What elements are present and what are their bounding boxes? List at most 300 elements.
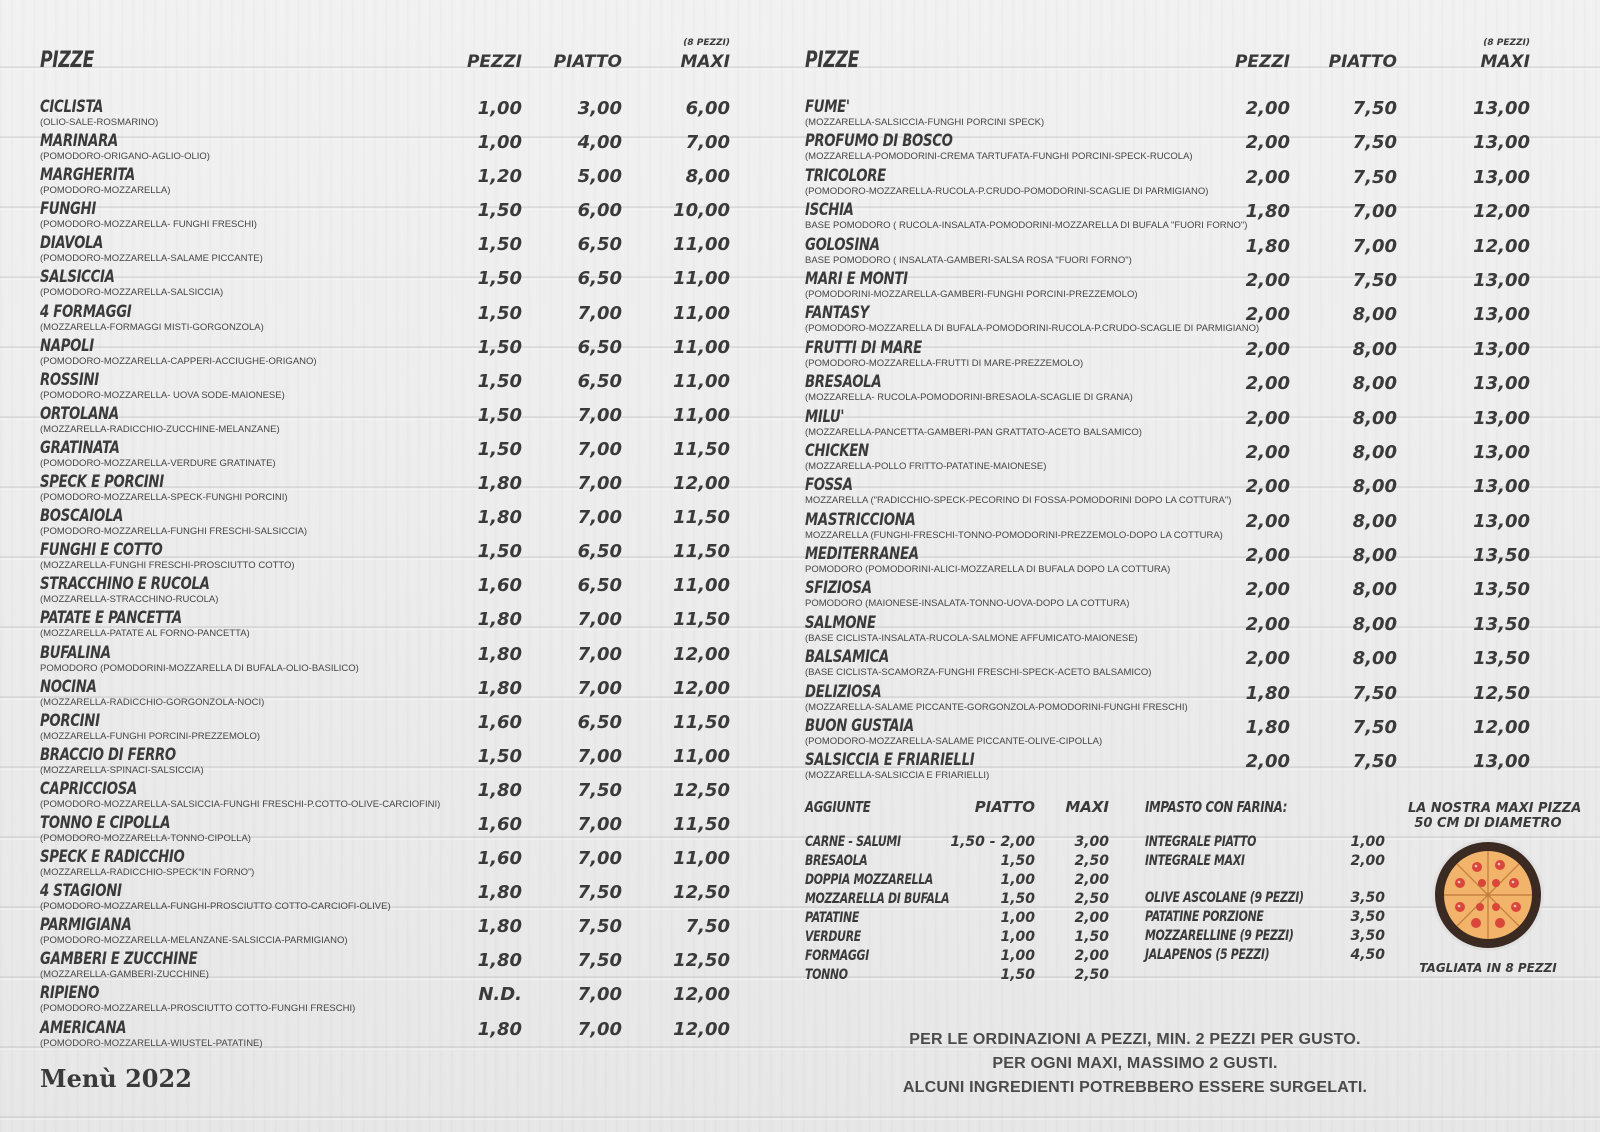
price-pezzi: 2,00 [1245, 476, 1290, 498]
addon-price-maxi: 2,00 [1074, 872, 1109, 888]
price-pezzi: 1,80 [1245, 235, 1290, 257]
price-maxi: 13,00 [1473, 373, 1530, 395]
price-pezzi: 2,00 [1245, 751, 1290, 773]
addon-name: MOZZARELLA DI BUFALA [805, 891, 950, 907]
pizza-row [40, 437, 730, 471]
column-header-piatto: PIATTO [1328, 52, 1397, 72]
pizza-ingredients: (OLIO-SALE-ROSMARINO) [40, 117, 159, 128]
pizza-ingredients: (MOZZARELLA-RADICCHIO-ZUCCHINE-MELANZANE) [40, 423, 280, 435]
pizza-name: BUON GUSTAIA [805, 716, 914, 737]
price-pezzi: 2,00 [1245, 166, 1290, 188]
pizza-ingredients: (POMODORO-MOZZARELLA-VERDURE GRATINATE) [40, 457, 276, 469]
price-maxi: 11,00 [673, 370, 730, 392]
price-maxi: 12,00 [673, 677, 730, 699]
price-maxi: 11,00 [673, 575, 730, 597]
price-piatto: 8,00 [1352, 510, 1397, 532]
pizza-row [805, 371, 1530, 405]
pizza-name: MARGHERITA [40, 165, 136, 186]
pizza-ingredients: (MOZZARELLA-RADICCHIO-GORGONZOLA-NOCI) [40, 696, 265, 708]
side-row [1145, 890, 1385, 909]
pizza-ingredients: (POMODORO-MOZZARELLA-SALAME PICCANTE-OLIVE-CIPOLLA) [805, 736, 1103, 748]
pizza-ingredients: (POMODORO-MOZZARELLA-SALAME PICCANTE) [40, 253, 263, 265]
pizza-ingredients: (POMODORO-MOZZARELLA-SPECK-FUNGHI PORCINI) [40, 492, 288, 504]
pizza-name: FOSSA [805, 475, 853, 496]
pizza-ingredients: (POMODORO-MOZZARELLA- FUNGHI FRESCHI) [40, 219, 257, 231]
price-pezzi: 2,00 [1245, 648, 1290, 670]
addon-price-maxi: 2,50 [1074, 967, 1109, 983]
price-maxi: 11,00 [673, 848, 730, 870]
side-name: JALAPENOS (5 PEZZI) [1145, 947, 1270, 963]
pizza-name: NOCINA [40, 676, 97, 697]
pizza-name: FANTASY [805, 303, 869, 324]
price-pezzi: 1,80 [477, 882, 522, 904]
pizza-row [40, 676, 730, 710]
pizza-row [805, 165, 1530, 199]
pizza-ingredients: POMODORO (MAIONESE-INSALATA-TONNO-UOVA-DOPO LA COTTURA) [805, 598, 1130, 610]
price-pezzi: 1,80 [477, 643, 522, 665]
price-maxi: 12,50 [673, 950, 730, 972]
side-price: 3,50 [1350, 928, 1385, 944]
addon-row [805, 872, 1125, 891]
addon-price-piatto: 1,50 [1000, 967, 1035, 983]
price-piatto: 6,50 [577, 234, 622, 256]
pizza-ingredients: (POMODORO-MOZZARELLA-FUNGHI FRESCHI-SALSICCIA) [40, 526, 308, 538]
price-piatto: 4,00 [577, 132, 622, 154]
pizza-name: CHICKEN [805, 440, 869, 461]
column-header-pezzi: PEZZI [1234, 52, 1290, 72]
pizza-ingredients: BASE POMODORO ( RUCOLA-INSALATA-POMODORINI-MOZZARELLA DI BUFALA "FUORI FORNO") [805, 220, 1248, 232]
column-header-piatto: PIATTO [553, 52, 622, 72]
pizza-ingredients: (MOZZARELLA-SALSICCIA-FUNGHI PORCINI SPECK) [805, 117, 1045, 128]
column-header-maxi: MAXI [1480, 52, 1530, 72]
price-pezzi: 2,00 [1245, 304, 1290, 326]
price-maxi: 13,00 [1473, 338, 1530, 360]
pizza-row [805, 577, 1530, 611]
price-pezzi: 1,60 [477, 813, 522, 835]
price-pezzi: 2,00 [1245, 269, 1290, 291]
column-note-maxi: (8 PEZZI) [1483, 38, 1530, 48]
pizza-row [40, 505, 730, 539]
order-notes [880, 1028, 1390, 1100]
price-maxi: 8,00 [685, 166, 730, 188]
pizza-ingredients: (MOZZARELLA- RUCOLA-POMODORINI-BRESAOLA-SCAGLIE DI GRANA) [805, 392, 1133, 404]
impasto-name: INTEGRALE MAXI [1145, 853, 1245, 869]
addon-price-maxi: 2,50 [1074, 853, 1109, 869]
pizza-name: PROFUMO DI BOSCO [805, 131, 953, 152]
price-piatto: 8,00 [1352, 476, 1397, 498]
maxi-line-2: 50 CM DI DIAMETRO [1414, 816, 1562, 831]
price-pezzi: 1,80 [477, 507, 522, 529]
price-maxi: 11,00 [673, 404, 730, 426]
pizza-name: PARMIGIANA [40, 915, 132, 936]
pizza-row [805, 509, 1530, 543]
addon-row [805, 929, 1125, 948]
price-maxi: 12,00 [673, 473, 730, 495]
pizza-name: FUNGHI [40, 199, 96, 220]
price-piatto: 5,00 [577, 166, 622, 188]
price-piatto: 7,00 [577, 643, 622, 665]
price-piatto: 8,00 [1352, 648, 1397, 670]
pizza-name: BOSCAIOLA [40, 506, 124, 527]
pizza-row [40, 846, 730, 880]
addon-row [805, 891, 1125, 910]
note-line: ALCUNI INGREDIENTI POTREBBERO ESSERE SURGELATI. [902, 1079, 1368, 1096]
pizza-ingredients: (POMODORO-MOZZARELLA-FRUTTI DI MARE-PREZZEMOLO) [805, 357, 1084, 369]
addon-row [805, 967, 1125, 986]
sides-rows [1145, 890, 1385, 966]
impasto-price: 2,00 [1350, 853, 1385, 869]
column-note-maxi: (8 PEZZI) [683, 38, 730, 48]
price-maxi: 13,00 [1473, 441, 1530, 463]
price-piatto: 8,00 [1352, 304, 1397, 326]
price-pezzi: 1,20 [477, 166, 522, 188]
addons-header [805, 798, 1125, 834]
pizza-row [40, 232, 730, 266]
pizza-ingredients: (POMODORO-MOZZARELLA-MELANZANE-SALSICCIA-PARMIGIANO) [40, 935, 348, 947]
price-piatto: 7,00 [577, 404, 622, 426]
price-maxi: 6,00 [685, 98, 730, 119]
side-name: OLIVE ASCOLANE (9 PEZZI) [1145, 890, 1304, 906]
pizza-row [40, 914, 730, 948]
impasto-name: INTEGRALE PIATTO [1145, 834, 1257, 850]
price-pezzi: 1,50 [477, 745, 522, 767]
addon-name: BRESAOLA [805, 853, 868, 869]
price-piatto: 7,00 [577, 745, 622, 767]
pizza-ingredients: (POMODORO-MOZZARELLA-CAPPERI-ACCIUGHE-ORIGANO) [40, 355, 317, 367]
addons-column-maxi: MAXI [1065, 798, 1109, 816]
addons-rows [805, 834, 1125, 986]
pizza-name: FUME' [805, 97, 850, 117]
pizza-ingredients: (POMODORO-MOZZARELLA- UOVA SODE-MAIONESE) [40, 389, 285, 401]
price-maxi: 11,50 [673, 711, 730, 733]
price-piatto: 3,00 [577, 98, 622, 119]
pizza-row [40, 96, 730, 130]
pizza-ingredients: (MOZZARELLA-SALAME PICCANTE-GORGONZOLA-POMODORINI-FUNGHI FRESCHI) [805, 701, 1188, 713]
price-maxi: 13,00 [1473, 132, 1530, 154]
side-row [1145, 928, 1385, 947]
pizza-row [40, 403, 730, 437]
column-header-maxi: MAXI [680, 52, 730, 72]
pizza-row [805, 406, 1530, 440]
price-maxi: 13,00 [1473, 304, 1530, 326]
pizza-ingredients: (POMODORO-ORIGANO-AGLIO-OLIO) [40, 151, 210, 163]
addon-price-piatto: 1,00 [1000, 872, 1035, 888]
pizza-name: BALSAMICA [805, 647, 889, 668]
price-piatto: 8,00 [1352, 441, 1397, 463]
pizza-name: FUNGHI E COTTO [40, 540, 163, 561]
price-maxi: 12,00 [673, 643, 730, 665]
addon-row [805, 948, 1125, 967]
addon-row [805, 834, 1125, 853]
price-maxi: 11,00 [673, 745, 730, 767]
pizza-ingredients: (MOZZARELLA-PANCETTA-GAMBERI-PAN GRATTATO-ACETO BALSAMICO) [805, 426, 1142, 438]
side-price: 3,50 [1350, 909, 1385, 925]
price-piatto: 7,50 [577, 950, 622, 972]
pizza-row [805, 302, 1530, 336]
pizza-ingredients: POMODORO (POMODORINI-MOZZARELLA DI BUFALA-OLIO-BASILICO) [40, 662, 359, 674]
pizza-ingredients: MOZZARELLA ("RADICCHIO-SPECK-PECORINO DI FOSSA-POMODORINI DOPO LA COTTURA") [805, 495, 1232, 507]
price-piatto: 8,00 [1352, 407, 1397, 429]
pizza-name: SFIZIOSA [805, 578, 872, 599]
pizza-name: SPECK E PORCINI [40, 472, 164, 493]
addon-name: DOPPIA MOZZARELLA [805, 872, 934, 888]
section-title: PIZZE [805, 48, 860, 73]
price-maxi: 7,50 [685, 916, 730, 938]
price-pezzi: 1,00 [477, 132, 522, 154]
price-piatto: 7,00 [577, 438, 622, 460]
price-piatto: 7,00 [577, 1018, 622, 1040]
pizza-name: BRESAOLA [805, 372, 882, 393]
price-pezzi: 1,50 [477, 302, 522, 324]
pizza-name: SPECK E RADICCHIO [40, 847, 185, 868]
pizza-name: PATATE E PANCETTA [40, 608, 182, 629]
pizza-name: GRATINATA [40, 437, 120, 458]
side-name: MOZZARELLINE (9 PEZZI) [1145, 928, 1294, 944]
maxi-tag: TAGLIATA IN 8 PEZZI [1419, 961, 1557, 975]
pizza-name: FRUTTI DI MARE [805, 337, 922, 358]
pizza-ingredients: (POMODORO-MOZZARELLA-SALSICCIA) [40, 287, 224, 299]
pizza-ingredients: (MOZZARELLA-PATATE AL FORNO-PANCETTA) [40, 628, 250, 640]
price-piatto: 7,50 [1352, 98, 1397, 119]
pizza-name: SALMONE [805, 612, 876, 633]
addons-column-piatto: PIATTO [974, 798, 1035, 816]
note-line: PER LE ORDINAZIONI A PEZZI, MIN. 2 PEZZI PER GUSTO. [909, 1031, 1361, 1048]
pizza-name: DIAVOLA [40, 233, 104, 254]
price-piatto: 7,50 [1352, 269, 1397, 291]
pizza-name: PORCINI [40, 710, 100, 731]
pizza-row [805, 199, 1530, 233]
price-maxi: 12,50 [1473, 682, 1530, 704]
pizza-row [805, 96, 1530, 130]
price-pezzi: 2,00 [1245, 510, 1290, 532]
pizza-row [805, 681, 1530, 715]
pizza-name: TONNO E CIPOLLA [40, 812, 171, 833]
addon-price-maxi: 2,00 [1074, 910, 1109, 926]
pizza-name: BRACCIO DI FERRO [40, 744, 176, 765]
addon-name: FORMAGGI [805, 948, 869, 964]
pizza-row [40, 471, 730, 505]
price-maxi: 13,50 [1473, 648, 1530, 670]
impasto-header [1145, 798, 1385, 834]
price-maxi: 12,00 [673, 984, 730, 1006]
impasto-row [1145, 853, 1385, 872]
pizza-ingredients: (POMODORO-MOZZARELLA-RUCOLA-P.CRUDO-POMODORINI-SCAGLIE DI PARMIGIANO) [805, 185, 1209, 197]
pizza-name: ORTOLANA [40, 403, 119, 424]
pizza-rows-right [805, 96, 1530, 784]
price-pezzi: N.D. [478, 984, 522, 1006]
price-piatto: 7,00 [577, 677, 622, 699]
pizza-row [805, 440, 1530, 474]
price-piatto: 8,00 [1352, 545, 1397, 567]
price-piatto: 7,50 [577, 916, 622, 938]
pizza-ingredients: (MOZZARELLA-RADICCHIO-SPECK“IN FORNO”) [40, 867, 255, 879]
price-pezzi: 1,50 [477, 438, 522, 460]
price-pezzi: 1,80 [1245, 201, 1290, 223]
price-piatto: 6,50 [577, 370, 622, 392]
pizza-row [40, 778, 730, 812]
price-maxi: 12,50 [673, 882, 730, 904]
pizza-ingredients: (MOZZARELLA-SALSICCIA E FRIARIELLI) [805, 770, 990, 782]
price-maxi: 7,00 [685, 132, 730, 154]
pizza-name: MARINARA [40, 131, 118, 152]
pizza-name: ROSSINI [40, 369, 99, 390]
pizza-name: STRACCHINO E RUCOLA [40, 574, 210, 595]
pizza-row [40, 812, 730, 846]
pizza-name: MASTRICCIONA [805, 509, 916, 530]
pizza-name: SALSICCIA E FRIARIELLI [805, 750, 975, 771]
pizza-ingredients: (MOZZARELLA-POLLO FRITTO-PATATINE-MAIONESE) [805, 460, 1047, 472]
side-price: 3,50 [1350, 890, 1385, 906]
pizza-row [805, 749, 1530, 783]
addon-name: PATATINE [805, 910, 860, 926]
side-price: 4,50 [1350, 947, 1385, 963]
price-pezzi: 2,00 [1245, 441, 1290, 463]
pizza-ingredients: (MOZZARELLA-FUNGHI FRESCHI-PROSCIUTTO COTTO) [40, 560, 295, 572]
price-maxi: 13,00 [1473, 166, 1530, 188]
addon-price-maxi: 3,00 [1074, 834, 1109, 850]
pizza-ingredients: (POMODORO-MOZZARELLA-SALSICCIA-FUNGHI FRESCHI-P.COTTO-OLIVE-CARCIOFINI) [40, 798, 441, 810]
price-maxi: 12,00 [1473, 717, 1530, 739]
pizza-name: DELIZIOSA [805, 681, 882, 702]
pizza-row [40, 539, 730, 573]
price-piatto: 7,50 [1352, 717, 1397, 739]
addon-price-piatto: 1,00 [1000, 929, 1035, 945]
pizza-name: MILU' [805, 406, 845, 427]
price-maxi: 11,00 [673, 302, 730, 324]
pizza-row [40, 982, 730, 1016]
pizza-row [40, 369, 730, 403]
price-piatto: 7,50 [1352, 682, 1397, 704]
addon-price-piatto: 1,50 - 2,00 [950, 834, 1035, 850]
pizza-ingredients: (BASE CICLISTA-SCAMORZA-FUNGHI FRESCHI-SPECK-ACETO BALSAMICO) [805, 667, 1152, 679]
pizza-list-left [40, 38, 730, 1051]
price-piatto: 7,00 [577, 507, 622, 529]
pizza-ingredients: (POMODORO-MOZZARELLA DI BUFALA-POMODORINI-RUCOLA-P.CRUDO-SCAGLIE DI PARMIGIANO) [805, 323, 1260, 335]
price-maxi: 11,50 [673, 609, 730, 631]
impasto-rows [1145, 834, 1385, 872]
price-pezzi: 1,80 [477, 950, 522, 972]
pizza-name: GOLOSINA [805, 234, 880, 255]
price-maxi: 13,50 [1473, 545, 1530, 567]
side-row [1145, 909, 1385, 928]
price-maxi: 12,00 [1473, 201, 1530, 223]
addon-price-piatto: 1,00 [1000, 948, 1035, 964]
pizza-row [805, 337, 1530, 371]
pizza-ingredients: (MOZZARELLA-FORMAGGI MISTI-GORGONZOLA) [40, 321, 264, 333]
price-pezzi: 2,00 [1245, 373, 1290, 395]
pizza-row [805, 543, 1530, 577]
price-maxi: 13,00 [1473, 510, 1530, 532]
price-pezzi: 2,00 [1245, 338, 1290, 360]
pizza-ingredients: POMODORO (POMODORINI-ALICI-MOZZARELLA DI BUFALA DOPO LA COTTURA) [805, 564, 1171, 576]
pizza-name: GAMBERI E ZUCCHINE [40, 949, 198, 970]
price-piatto: 7,50 [577, 882, 622, 904]
pizza-row [805, 268, 1530, 302]
price-pezzi: 2,00 [1245, 132, 1290, 154]
price-piatto: 7,00 [577, 302, 622, 324]
pizza-name: MEDITERRANEA [805, 544, 919, 565]
price-piatto: 8,00 [1352, 373, 1397, 395]
price-piatto: 7,00 [577, 848, 622, 870]
price-piatto: 7,00 [1352, 201, 1397, 223]
price-pezzi: 1,50 [477, 336, 522, 358]
price-pezzi: 1,50 [477, 200, 522, 222]
pizza-list-left-header [40, 38, 730, 96]
price-piatto: 6,00 [577, 200, 622, 222]
price-piatto: 8,00 [1352, 338, 1397, 360]
price-pezzi: 2,00 [1245, 545, 1290, 567]
price-pezzi: 1,60 [477, 848, 522, 870]
pizza-ingredients: (MOZZARELLA-SPINACI-SALSICCIA) [40, 764, 204, 776]
addon-price-piatto: 1,00 [1000, 910, 1035, 926]
pizza-row [40, 607, 730, 641]
price-pezzi: 1,80 [1245, 717, 1290, 739]
price-pezzi: 1,60 [477, 711, 522, 733]
price-pezzi: 1,60 [477, 575, 522, 597]
impasto-row [1145, 834, 1385, 853]
pizza-name: BUFALINA [40, 642, 111, 663]
extras-section [1145, 798, 1385, 966]
addon-price-maxi: 2,00 [1074, 948, 1109, 964]
price-piatto: 6,50 [577, 268, 622, 290]
price-maxi: 12,00 [1473, 235, 1530, 257]
addon-name: VERDURE [805, 929, 861, 945]
pizza-row [40, 130, 730, 164]
impasto-title: IMPASTO CON FARINA: [1145, 798, 1288, 816]
price-piatto: 6,50 [577, 711, 622, 733]
pizza-ingredients: (MOZZARELLA-FUNGHI PORCINI-PREZZEMOLO) [40, 730, 261, 742]
price-pezzi: 2,00 [1245, 407, 1290, 429]
price-piatto: 7,50 [577, 779, 622, 801]
price-maxi: 11,00 [673, 234, 730, 256]
price-maxi: 13,00 [1473, 476, 1530, 498]
price-maxi: 11,50 [673, 507, 730, 529]
pizza-list-right [805, 38, 1530, 784]
pizza-ingredients: (MOZZARELLA-STRACCHINO-RUCOLA) [40, 594, 219, 606]
price-piatto: 7,00 [577, 609, 622, 631]
price-maxi: 13,00 [1473, 269, 1530, 291]
pizza-name: AMERICANA [40, 1017, 127, 1038]
price-piatto: 7,00 [577, 813, 622, 835]
addon-price-maxi: 2,50 [1074, 891, 1109, 907]
pizza-ingredients: (POMODORO-MOZZARELLA-WIUSTEL-PATATINE) [40, 1037, 263, 1049]
pizza-ingredients: (POMODORO-MOZZARELLA-TONNO-CIPOLLA) [40, 832, 251, 844]
pizza-name: SALSICCIA [40, 267, 115, 288]
price-maxi: 12,00 [673, 1018, 730, 1040]
price-pezzi: 1,00 [477, 98, 522, 119]
price-piatto: 7,00 [1352, 235, 1397, 257]
price-pezzi: 1,50 [477, 268, 522, 290]
maxi-pizza-box [1408, 801, 1582, 975]
price-pezzi: 1,80 [477, 609, 522, 631]
pizza-list-right-header [805, 38, 1530, 96]
pizza-row [40, 266, 730, 300]
note-line: PER OGNI MAXI, MASSIMO 2 GUSTI. [992, 1055, 1278, 1072]
pizza-ingredients: (POMODORO-MOZZARELLA) [40, 185, 171, 197]
addon-price-maxi: 1,50 [1074, 929, 1109, 945]
pizza-row [805, 130, 1530, 164]
pizza-name: CAPRICCIOSA [40, 778, 137, 799]
price-piatto: 6,50 [577, 336, 622, 358]
pizza-row [40, 301, 730, 335]
pizza-row [805, 646, 1530, 680]
pizza-row [40, 710, 730, 744]
column-header-pezzi: PEZZI [466, 52, 522, 72]
pizza-row [805, 715, 1530, 749]
pizza-ingredients: (POMODORINI-MOZZARELLA-GAMBERI-FUNGHI PORCINI-PREZZEMOLO) [805, 288, 1138, 300]
pizza-name: ISCHIA [805, 200, 854, 221]
price-pezzi: 1,50 [477, 234, 522, 256]
